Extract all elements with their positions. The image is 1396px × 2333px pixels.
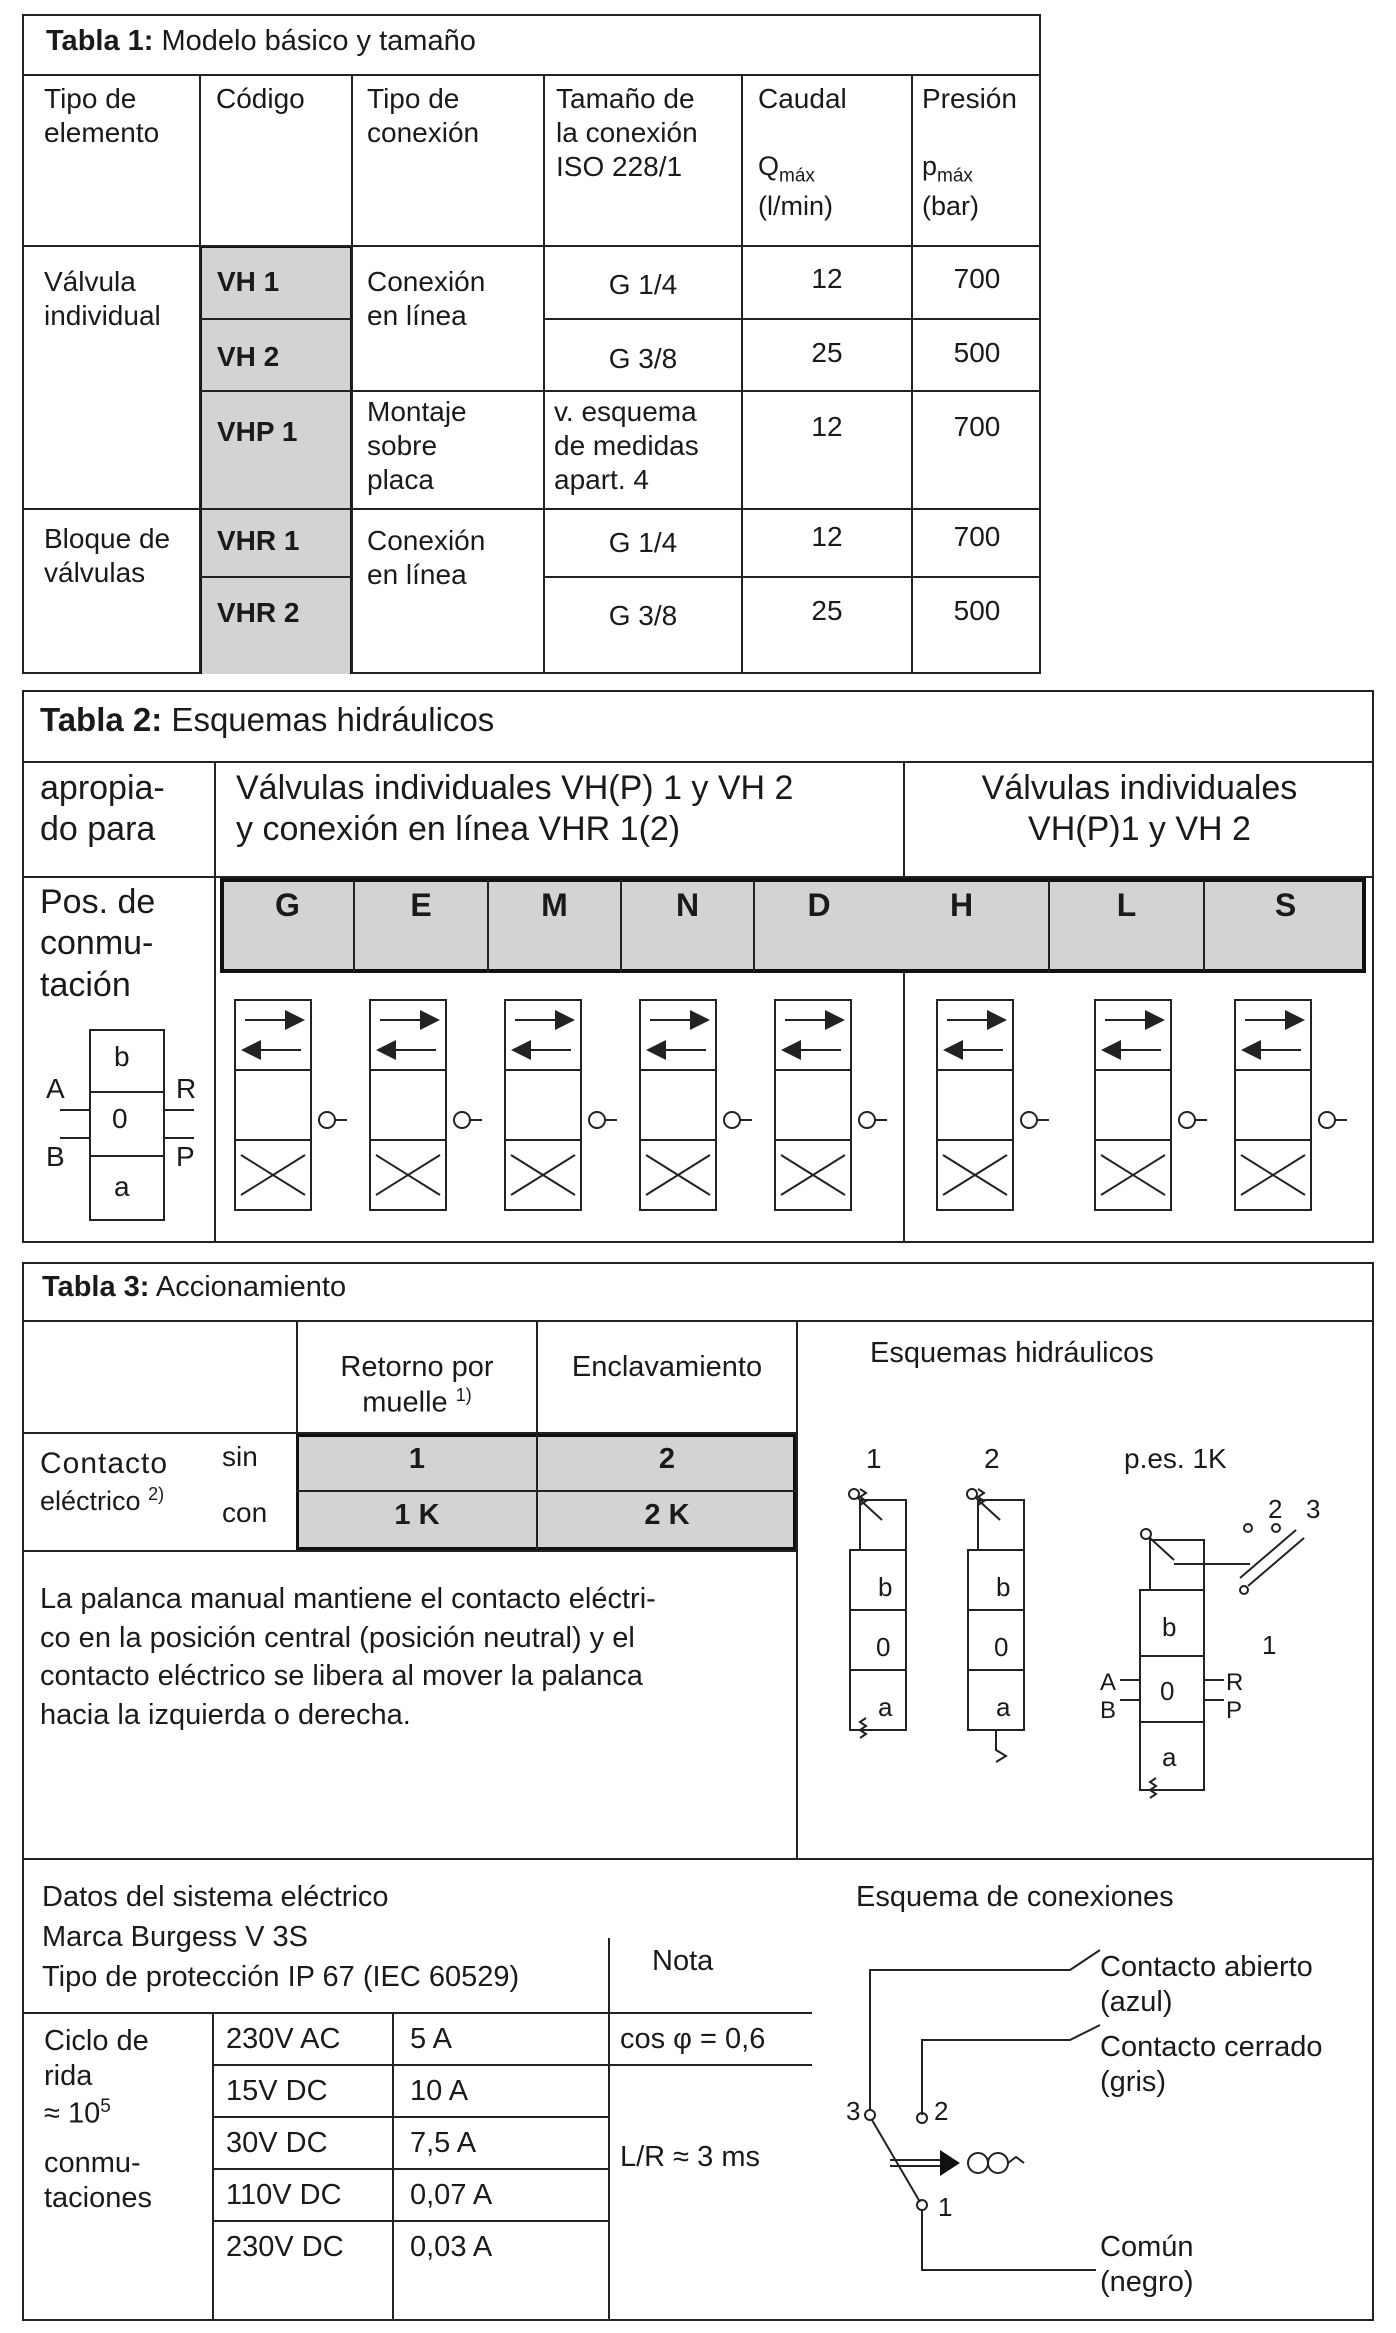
schema1-0: 0 (876, 1632, 891, 1662)
tamano-cell: G 3/8 (608, 600, 678, 631)
divider (22, 761, 1374, 763)
header-tamano: Tamaño de la conexión ISO 228/1 (556, 83, 698, 183)
elec-voltage: 230V AC (226, 2023, 341, 2055)
divider (199, 74, 201, 674)
presion-symbol: p (922, 151, 938, 181)
schema3-pin-1: 1 (1262, 1630, 1277, 1660)
valve-symbol-e (370, 1000, 482, 1210)
valve-symbol-g (235, 1000, 347, 1210)
conexion-cell: Conexión en línea (367, 266, 486, 332)
conexion-cell: Conexión en línea (367, 525, 486, 591)
proteccion-label: Tipo de protección IP 67 (IEC 60529) (42, 1961, 520, 1993)
ciclo-exponent: 5 (100, 2095, 111, 2117)
divider (22, 2012, 812, 2014)
codigo-cell: VH 1 (217, 266, 280, 297)
electrico-label (40, 1484, 164, 1518)
symbol-label: H (950, 887, 974, 923)
ciclo-text: Ciclo de rida ≈ 10 (44, 2025, 149, 2130)
symbol-label: L (1116, 887, 1137, 923)
divider (22, 1858, 1374, 1860)
group-bloque-valvulas: Bloque de válvulas (44, 523, 171, 589)
schema-label-2: 2 (984, 1443, 1000, 1474)
divider (22, 508, 1041, 510)
divider (796, 1320, 798, 1858)
symbol-label: S (1274, 887, 1297, 923)
schema2-a: a (996, 1692, 1011, 1722)
tabla-3-title (42, 1270, 346, 1305)
marca-label: Marca Burgess V 3S (42, 1921, 308, 1953)
col-enclavamiento: Enclavamiento (571, 1351, 763, 1383)
legend-0: 0 (112, 1103, 128, 1134)
schema1-a: a (878, 1692, 893, 1722)
schema3-a: a (1162, 1742, 1177, 1772)
datos-title: Datos del sistema eléctrico (42, 1881, 389, 1913)
symbol-label: M (541, 887, 568, 923)
divider (543, 576, 1041, 578)
ciclo-rest-label: conmu- taciones (44, 2147, 153, 2215)
valve-symbol-m (505, 1000, 617, 1210)
tabla-1-title-label: Tabla 1: (46, 25, 154, 57)
contacto-abierto-label: Contacto abierto (azul) (1100, 1951, 1313, 2019)
header-caudal-unit: (l/min) (758, 191, 833, 221)
caudal-subscript: máx (779, 165, 815, 187)
valve-symbol-d (775, 1000, 887, 1210)
elec-current: 10 A (410, 2075, 469, 2107)
tamano-cell: v. esquema de medidas apart. 4 (554, 396, 699, 496)
valve-symbol-l (1095, 1000, 1207, 1210)
schema3-R: R (1226, 1669, 1244, 1696)
legend-R: R (176, 1073, 197, 1104)
symbol-label: E (410, 887, 432, 923)
header-caudal: Caudal (758, 83, 847, 114)
legend-P: P (176, 1141, 195, 1172)
caudal-cell: 25 (811, 337, 843, 368)
header-presion-symbol (922, 150, 973, 188)
presion-cell: 700 (953, 263, 1001, 294)
schema3-pin-2: 2 (1268, 1494, 1283, 1524)
conexiones-title: Esquema de conexiones (856, 1881, 1174, 1913)
value-con-1: 1 K (394, 1499, 440, 1531)
elec-voltage: 110V DC (226, 2179, 342, 2211)
legend-b: b (114, 1041, 130, 1072)
presion-cell: 700 (953, 521, 1001, 552)
elec-current: 0,07 A (410, 2179, 493, 2211)
codigo-cell: VHR 1 (217, 525, 300, 556)
divider (199, 390, 1041, 392)
divider (351, 74, 353, 674)
header-tipo: Tipo de elemento (44, 83, 160, 149)
legend-B: B (46, 1141, 65, 1172)
divider (22, 245, 1041, 247)
divider (199, 576, 353, 578)
symbol-label: G (275, 887, 300, 923)
schema3-b: b (1162, 1612, 1177, 1642)
presion-subscript: máx (937, 165, 973, 187)
caudal-cell: 12 (811, 521, 843, 552)
header-conexion: Tipo de conexión (367, 83, 480, 149)
divider (212, 2012, 214, 2321)
divider (22, 74, 1041, 76)
tabla-3-title-label: Tabla 3: (42, 1271, 150, 1303)
tamano-cell: G 1/4 (608, 269, 678, 300)
value-sin-1: 1 (408, 1443, 426, 1475)
col-retorno-footnote: 1) (455, 1385, 472, 1406)
elec-voltage: 30V DC (226, 2127, 328, 2159)
presion-cell: 700 (953, 411, 1001, 442)
presion-cell: 500 (953, 337, 1001, 368)
schema-label-pes: p.es. 1K (1124, 1443, 1227, 1474)
schema3-A: A (1100, 1669, 1117, 1696)
divider (911, 74, 913, 674)
conexion-cell: Montaje sobre placa (367, 396, 467, 496)
value-con-2: 2 K (644, 1499, 690, 1531)
tamano-cell: G 1/4 (608, 527, 678, 558)
divider (741, 74, 743, 674)
elec-voltage: 230V DC (226, 2231, 344, 2263)
con-label: con (222, 1497, 268, 1528)
tabla-2-title-label: Tabla 2: (40, 701, 163, 738)
col-retorno (298, 1350, 536, 1421)
divider (22, 1320, 1374, 1322)
schema2-b: b (996, 1572, 1011, 1602)
tabla-1-title (46, 24, 476, 59)
codigo-cell: VH 2 (217, 341, 280, 372)
schema-label-1: 1 (866, 1443, 882, 1474)
electrico-footnote: 2) (148, 1484, 165, 1504)
tabla-3-title-text: Accionamiento (149, 1271, 347, 1303)
schema3-P: P (1226, 1697, 1243, 1724)
legend-a: a (114, 1171, 130, 1202)
codigo-cell: VHR 2 (217, 597, 300, 628)
col-esquemas: Esquemas hidráulicos (870, 1337, 1154, 1369)
divider (392, 2012, 394, 2321)
contacto-cerrado-label: Contacto cerrado (gris) (1100, 2031, 1323, 2099)
pos-label: Pos. de conmu- tación (40, 883, 156, 1004)
divider (543, 318, 1041, 320)
divider (212, 2220, 608, 2222)
symbol-label: D (807, 887, 831, 923)
presion-cell: 500 (953, 595, 1001, 626)
group-valvula-individual: Válvula individual (44, 266, 161, 332)
ciclo-label (44, 2024, 149, 2132)
symbol-label: N (675, 887, 700, 923)
valve-symbol-h (937, 1000, 1049, 1210)
lr-note: L/R ≈ 3 ms (620, 2141, 761, 2173)
caudal-cell: 12 (811, 411, 843, 442)
divider (22, 1550, 796, 1552)
header-presion: Presión (922, 83, 1017, 114)
tabla-2-title-text: Esquemas hidráulicos (162, 701, 495, 738)
tabla-1-title-text: Modelo básico y tamaño (153, 25, 476, 57)
elec-current: 7,5 A (410, 2127, 477, 2159)
divider (199, 318, 353, 320)
caudal-symbol: Q (758, 151, 780, 181)
nota-label: Nota (652, 1945, 714, 1977)
description-paragraph: La palanca manual mantiene el contacto eléctri- co en la posición central (posición neutral) y el contacto eléctrico se libera al mover la palanca hacia la izquierda o derecha. (40, 1583, 656, 1731)
legend-A: A (46, 1073, 65, 1104)
value-sin-2: 2 (658, 1443, 676, 1475)
col-retorno-label: Retorno por muelle (340, 1351, 494, 1420)
schema1-b: b (878, 1572, 893, 1602)
schema3-0: 0 (1160, 1676, 1175, 1706)
tabla-2-title (40, 700, 494, 740)
tamano-cell: G 3/8 (608, 343, 678, 374)
divider (296, 1490, 796, 1492)
valve-symbol-s (1235, 1000, 1347, 1210)
caudal-cell: 12 (811, 263, 843, 294)
valve-symbol-n (640, 1000, 752, 1210)
elec-current: 5 A (410, 2023, 452, 2055)
group2-label: Válvulas individuales VH(P)1 y VH 2 (981, 769, 1298, 849)
pin-1-label: 1 (938, 2192, 953, 2222)
elec-current: 0,03 A (410, 2231, 493, 2263)
header-presion-unit: (bar) (922, 191, 980, 221)
cos-phi-note: cos φ = 0,6 (620, 2023, 766, 2055)
elec-voltage: 15V DC (226, 2075, 328, 2107)
comun-label: Común (negro) (1100, 2231, 1194, 2299)
pin-2-label: 2 (934, 2096, 949, 2126)
schema2-0: 0 (994, 1632, 1009, 1662)
contacto-label: Contacto (40, 1447, 169, 1480)
apropiada-label: apropia- do para (40, 769, 165, 849)
caudal-cell: 25 (811, 595, 843, 626)
header-codigo: Código (216, 83, 305, 114)
divider (212, 2168, 608, 2170)
divider (212, 2116, 608, 2118)
schema3-B: B (1100, 1697, 1117, 1724)
divider (608, 1938, 610, 2321)
actuation-schemas-diagram (820, 1480, 1360, 1840)
valve-symbols-row (215, 985, 1370, 1235)
schema3-pin-3: 3 (1306, 1494, 1321, 1524)
divider (212, 2064, 812, 2066)
electrico-text: eléctrico (40, 1486, 141, 1516)
pin-3-label: 3 (846, 2096, 861, 2126)
codigo-cell: VHP 1 (217, 416, 298, 447)
header-caudal-symbol (758, 150, 815, 188)
connection-schema-diagram (860, 1940, 1110, 2280)
group1-label: Válvulas individuales VH(P) 1 y VH 2 y conexión en línea VHR 1(2) (236, 769, 794, 849)
sin-label: sin (222, 1441, 258, 1472)
